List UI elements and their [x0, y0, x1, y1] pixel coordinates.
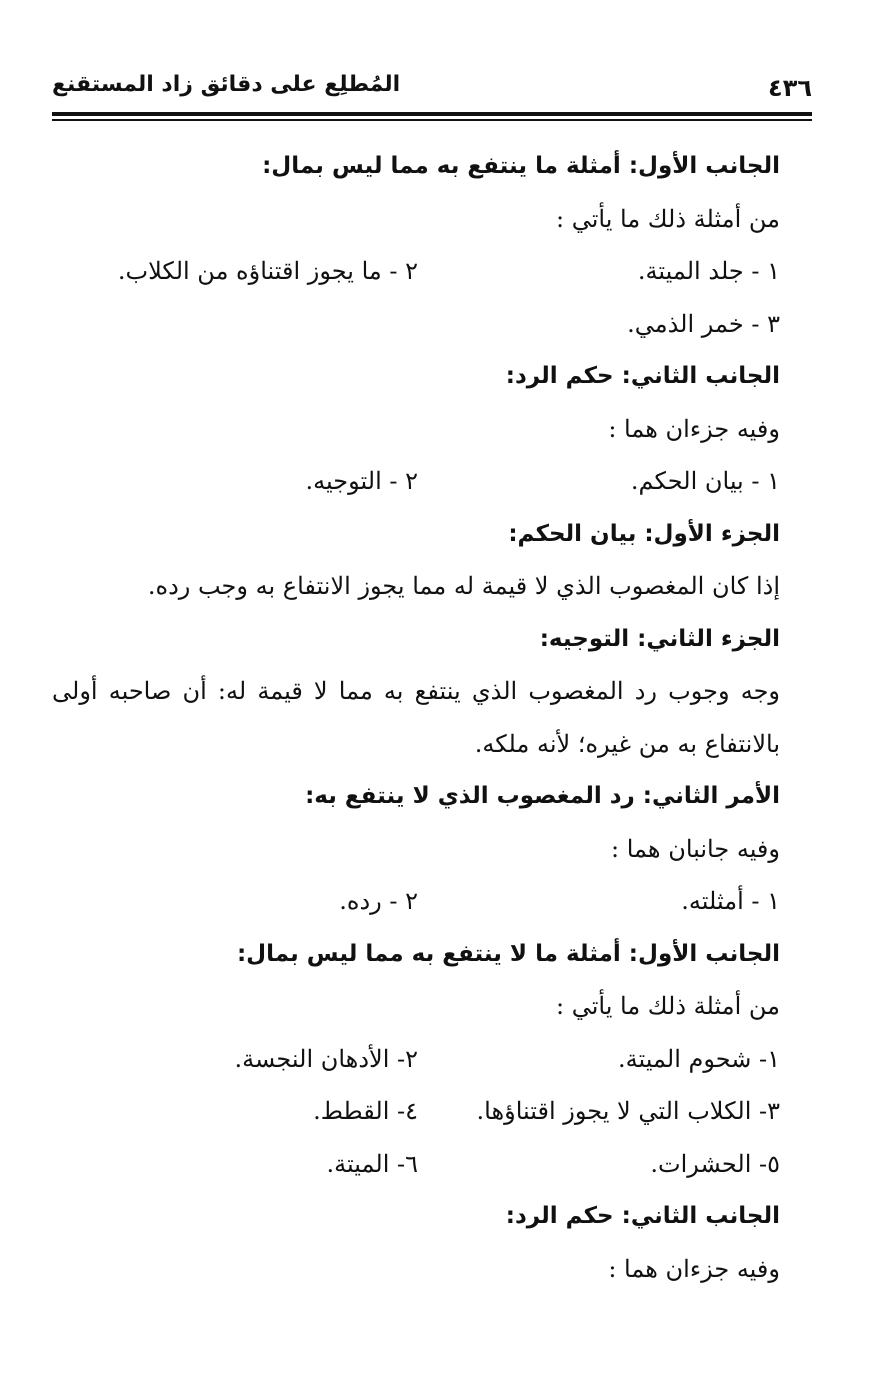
paragraph-parts-intro: وفيه جزءان هما : — [608, 414, 780, 443]
heading-second-matter: الأمر الثاني: رد المغصوب الذي لا ينتفع به: — [305, 783, 780, 809]
heading-part-one: الجزء الأول: بيان الحكم: — [508, 520, 780, 547]
paragraph-justification-line-1: وجه وجوب رد المغصوب الذي ينتفع به مما لا قيمة له: أن صاحبه أولى — [52, 677, 780, 705]
heading-second-aspect-2: الجانب الثاني: حكم الرد: — [505, 1203, 780, 1229]
heading-part-two: الجزء الثاني: التوجيه: — [539, 625, 780, 652]
heading-second-aspect: الجانب الثاني: حكم الرد: — [505, 363, 780, 389]
list-item: ٥- الحشرات. — [650, 1149, 780, 1178]
page-number: ٤٣٦ — [768, 74, 812, 102]
paragraph-justification-line-2: بالانتفاع به من غيره؛ لأنه ملكه. — [474, 729, 780, 758]
paragraph-parts-intro-2: وفيه جزءان هما : — [608, 1254, 780, 1283]
list-item: ٣- الكلاب التي لا يجوز اقتناؤها. — [476, 1097, 780, 1125]
list-item: ١ - أمثلته. — [681, 887, 780, 915]
list-item: ٢ - ما يجوز اقتناؤه من الكلاب. — [117, 257, 418, 285]
list-item: ١ - بيان الحكم. — [630, 467, 780, 495]
paragraph-ruling: إذا كان المغصوب الذي لا قيمة له مما يجوز الانتفاع به وجب رده. — [147, 572, 780, 600]
paragraph-examples-intro: من أمثلة ذلك ما يأتي : — [555, 204, 780, 233]
list-item: ٦- الميتة. — [326, 1149, 418, 1178]
heading-first-aspect-not-usable: الجانب الأول: أمثلة ما لا ينتفع به مما ليس بمال: — [236, 940, 780, 967]
heading-first-aspect: الجانب الأول: أمثلة ما ينتفع به مما ليس بمال: — [262, 153, 780, 179]
paragraph-aspects-intro: وفيه جانبان هما : — [611, 834, 780, 863]
list-row — [52, 245, 780, 298]
list-item: ٢ - التوجيه. — [305, 467, 418, 495]
header-rule-thin — [52, 119, 812, 121]
list-item: ٢ - رده. — [339, 887, 418, 915]
list-item: ١ - جلد الميتة. — [637, 257, 780, 285]
list-row — [52, 875, 780, 928]
list-item: ٣ - خمر الذمي. — [627, 309, 780, 338]
page-body — [52, 140, 780, 1295]
list-row — [52, 455, 780, 508]
paragraph-examples-intro-2: من أمثلة ذلك ما يأتي : — [555, 992, 780, 1020]
list-row — [52, 1033, 780, 1086]
list-row — [52, 298, 780, 351]
running-title: المُطلِع على دقائق زاد المستقنع — [52, 72, 401, 97]
list-row — [52, 1085, 780, 1138]
header-rule-thick — [52, 112, 812, 116]
list-item: ٢- الأدهان النجسة. — [234, 1044, 418, 1073]
list-item: ٤- القطط. — [313, 1097, 418, 1125]
list-item: ١- شحوم الميتة. — [618, 1044, 780, 1073]
list-row — [52, 1138, 780, 1191]
page-header — [52, 68, 812, 108]
